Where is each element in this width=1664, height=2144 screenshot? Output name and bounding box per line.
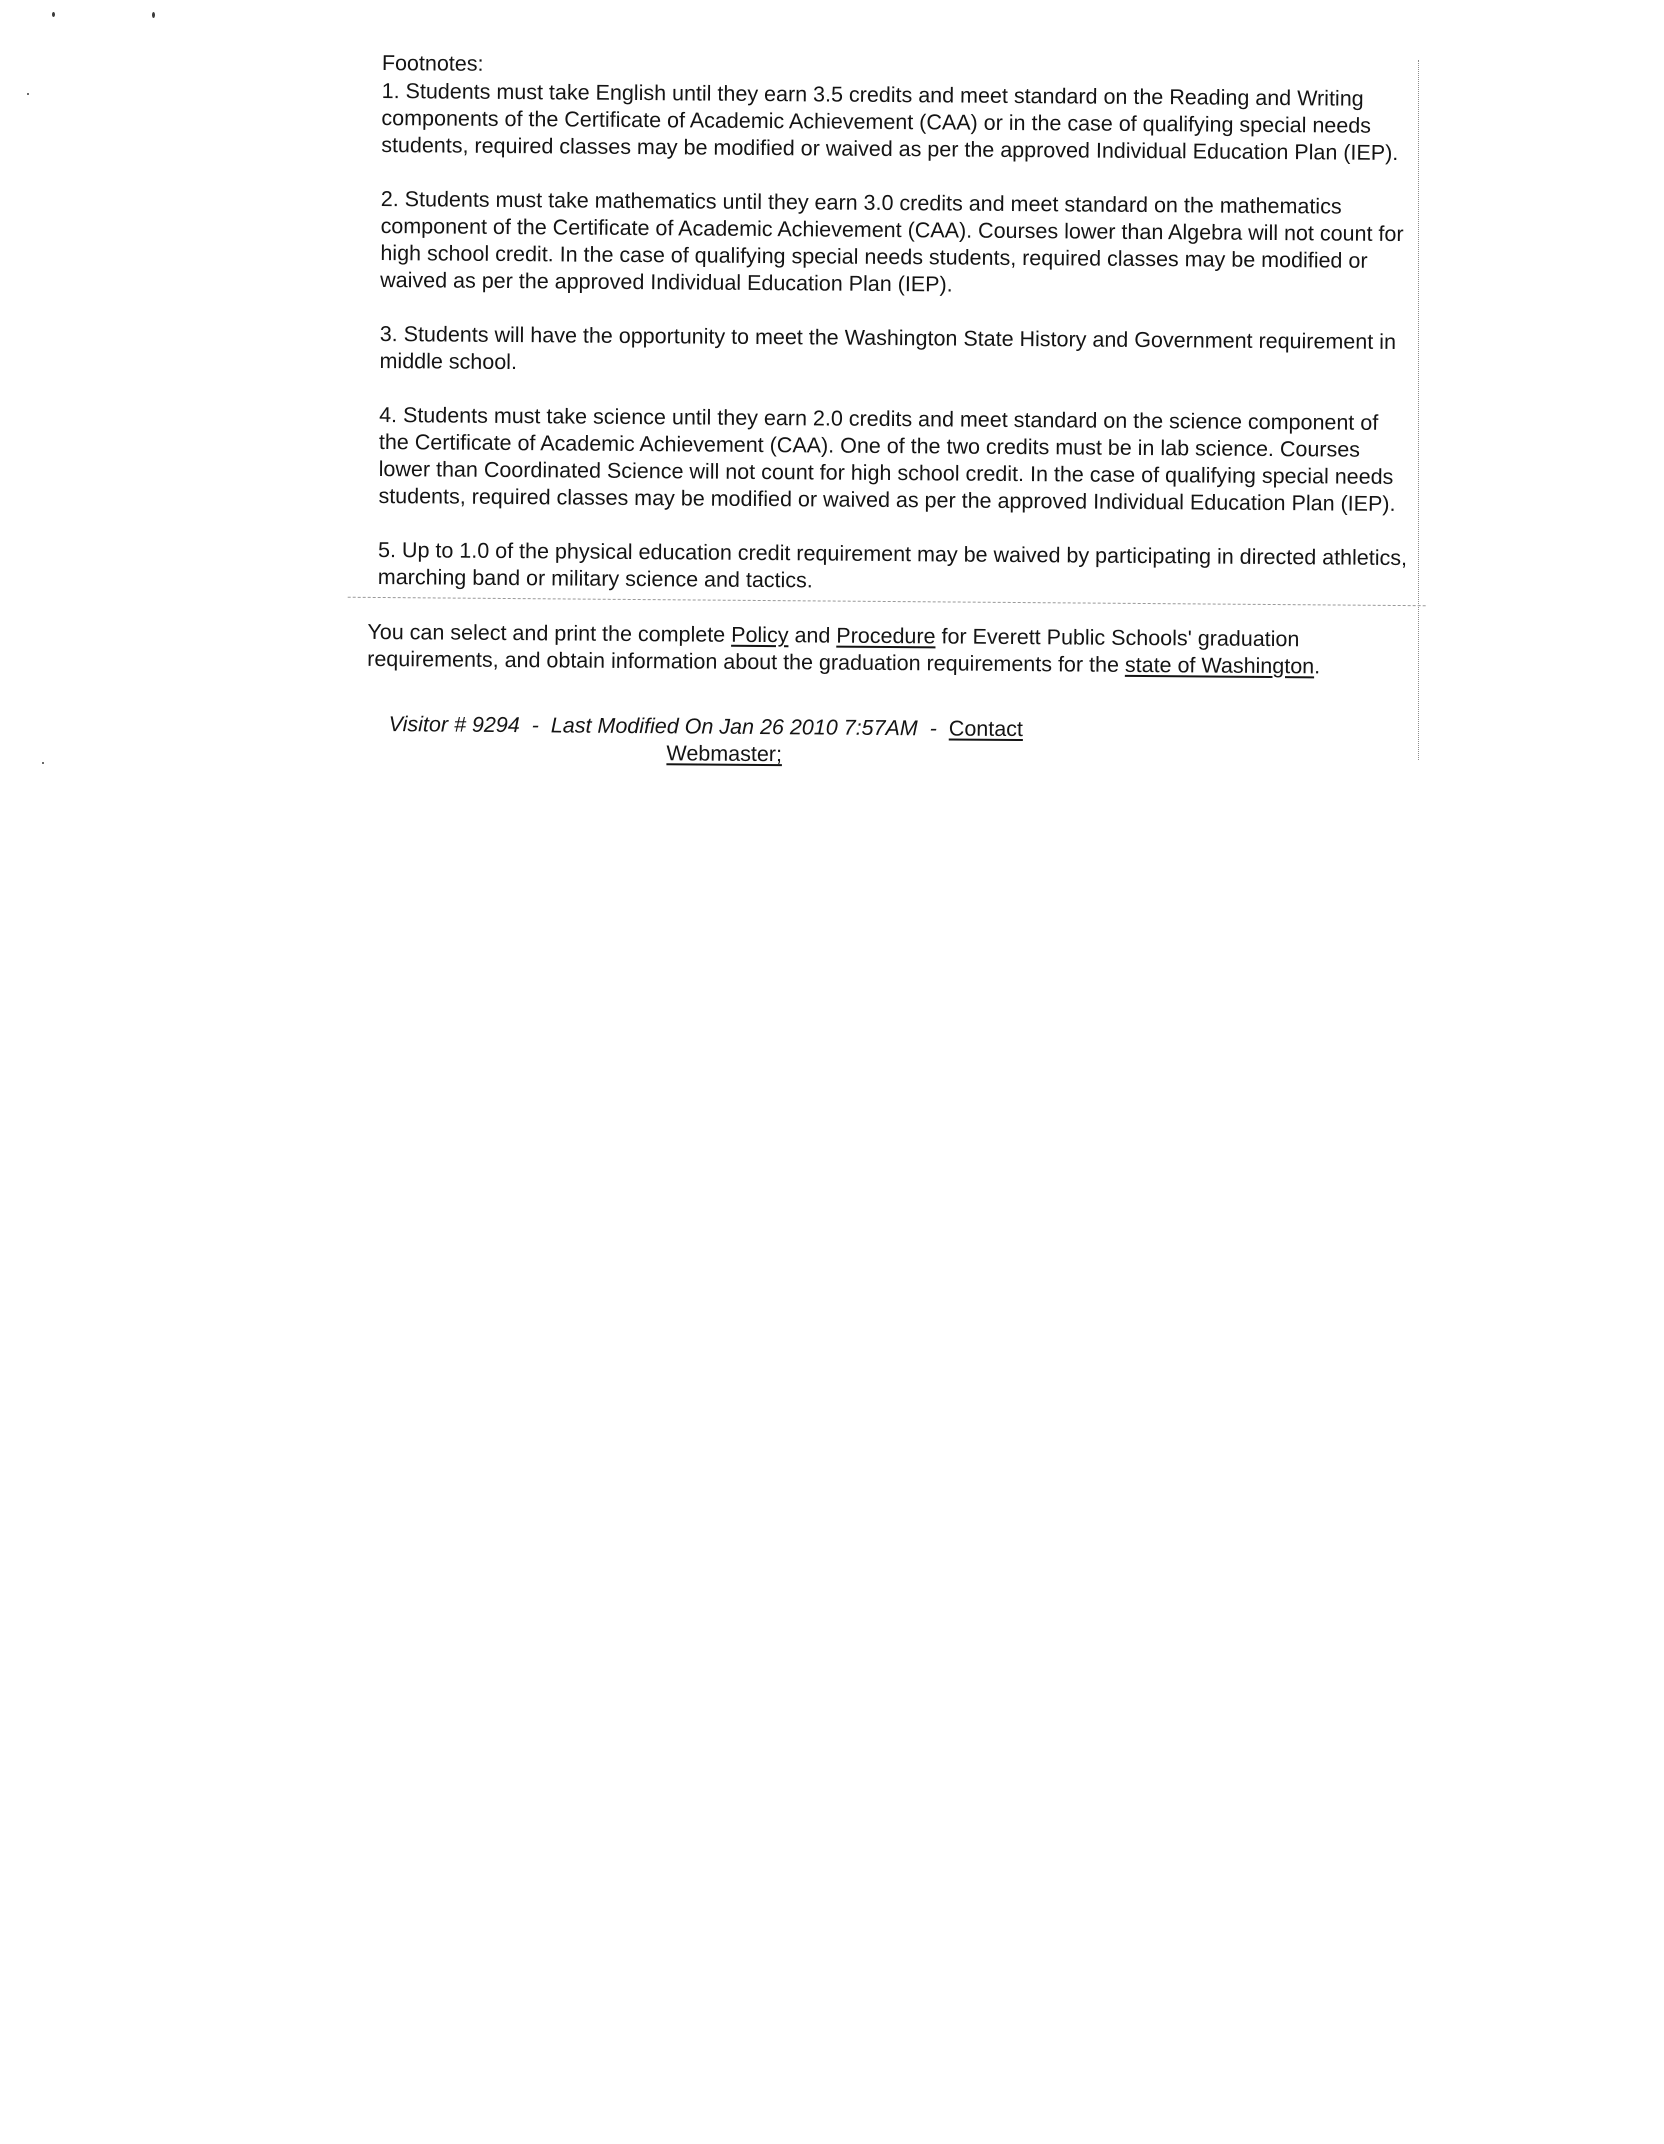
footnotes-heading: Footnotes:	[381, 50, 484, 76]
footnote-4: 4. Students must take science until they earn 2.0 credits and meet standard on the science component of the Certificate of Academic Achievement (CAA). One of the two credits must be in lab science. Courses lower than Coordinated Science will not count for high school credit. In the case of qualifying special needs students, required classes may be modified or waived as per the approved Individual Education Plan (IEP).	[378, 402, 1396, 516]
footnote-2: 2. Students must take mathematics until they earn 3.0 credits and meet standard on the mathematics component of the Certificate of Academic Achievement (CAA). Courses lower than Algebra will not count for high school credit. In the case of qualifying special needs students, required classes may be modified or waived as per the approved Individual Education Plan (IEP).	[380, 186, 1404, 297]
links-text-2: and	[788, 623, 837, 648]
dashed-rule	[348, 597, 1426, 606]
visitor-count: Visitor # 9294	[388, 712, 520, 738]
scan-edge-mark	[1418, 60, 1419, 760]
scan-speck	[27, 93, 29, 95]
scan-speck	[52, 12, 55, 17]
footnote-5: 5. Up to 1.0 of the physical education credit requirement may be waived by participating in directed athletics, marching band or military science and tactics.	[377, 537, 1408, 593]
contact-webmaster-link[interactable]: Contact	[948, 716, 1024, 742]
scan-speck	[42, 762, 44, 764]
footnote-1: 1. Students must take English until they earn 3.5 credits and meet standard on the Reading and Writing components of the Certificate of Academic Achievement (CAA) or in the case of qualifying special needs students, required classes may be modified or waived as per the approved Individual Education Plan (IEP).	[381, 78, 1399, 165]
page-footer	[376, 711, 1406, 773]
scan-speck	[152, 12, 155, 18]
footnote-3: 3. Students will have the opportunity to meet the Washington State History and Government requirement in middle school.	[379, 321, 1397, 375]
last-modified: Last Modified On Jan 26 2010 7:57AM	[550, 713, 918, 741]
footer-separator: -	[519, 713, 551, 738]
policy-link[interactable]: Policy	[731, 622, 789, 648]
procedure-link[interactable]: Procedure	[836, 623, 936, 649]
links-text-1: You can select and print the complete	[367, 619, 732, 647]
contact-webmaster-link-continued[interactable]: Webmaster;	[666, 741, 783, 767]
footer-separator: -	[917, 716, 949, 741]
links-text-3: for Everett Public Schools' graduation requirements, and obtain information about the graduation requirements for the	[367, 624, 1300, 677]
graduation-links-paragraph	[367, 619, 1407, 681]
footnotes-section	[367, 50, 1412, 773]
links-text-4: .	[1314, 654, 1321, 679]
state-of-washington-link[interactable]: state of Washington	[1124, 652, 1315, 679]
